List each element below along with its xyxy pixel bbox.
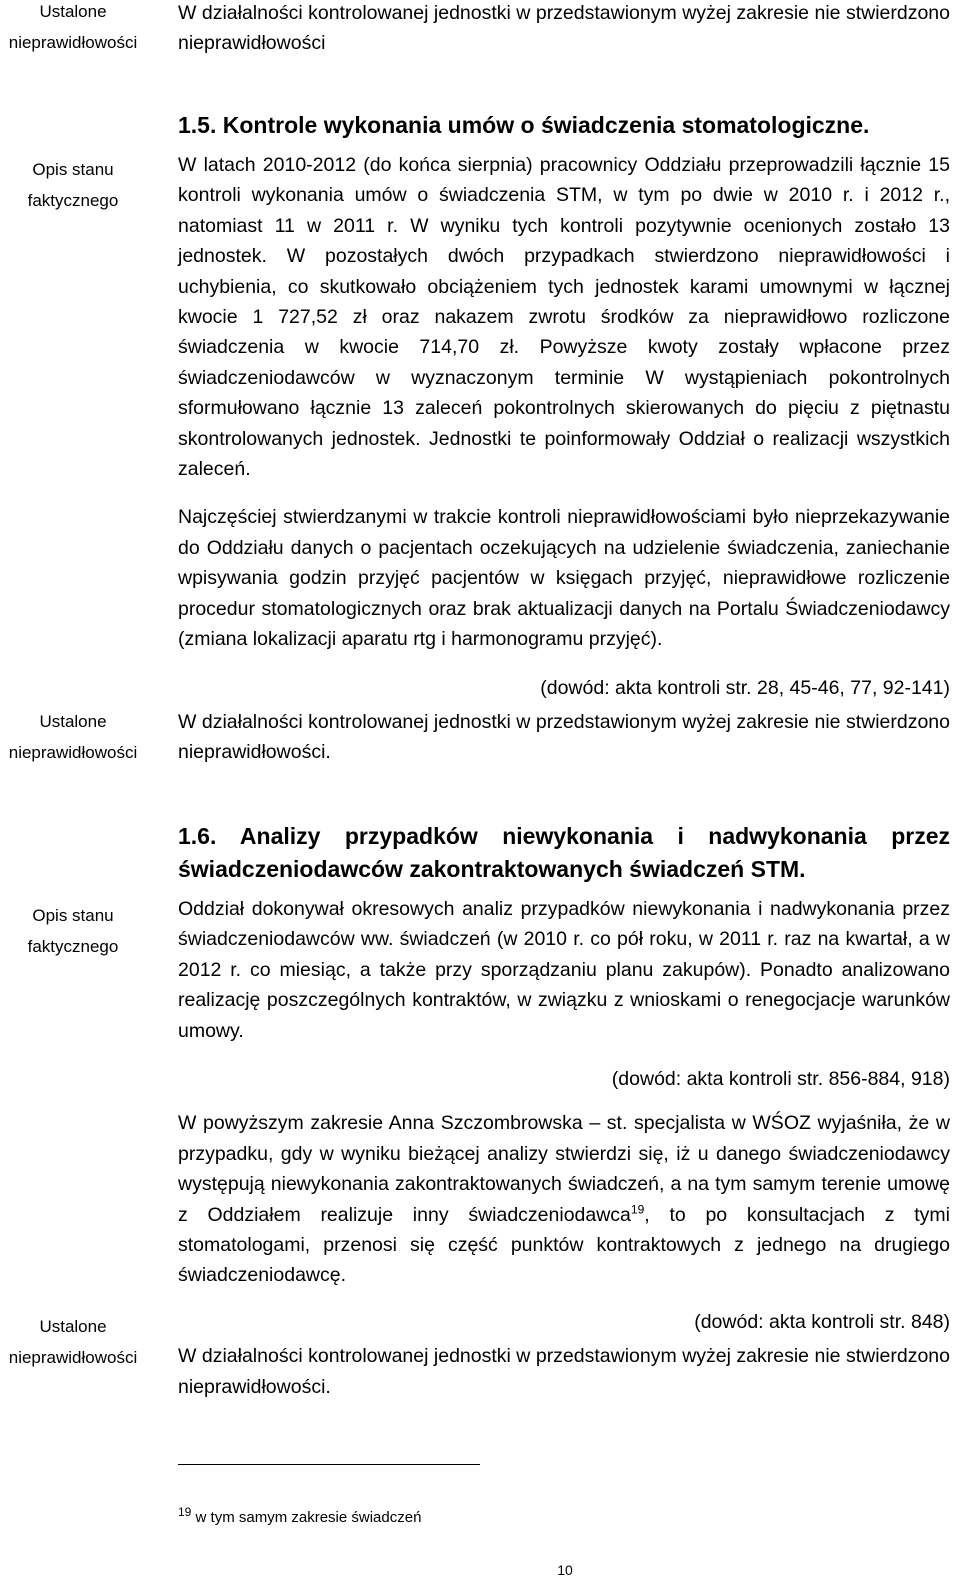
evidence-reference: (dowód: akta kontroli str. 848)	[694, 1310, 950, 1333]
footnote	[178, 1505, 422, 1528]
finding-paragraph: W działalności kontrolowanej jednostki w przedstawionym wyżej zakresie nie stwierdzono nieprawidłowości	[178, 2, 950, 55]
margin-note-facts-2	[0, 900, 146, 962]
section-1-6	[178, 820, 950, 1402]
evidence-reference: (dowód: akta kontroli str. 856-884, 918)	[611, 1068, 950, 1091]
section-heading: 1.5. Kontrole wykonania umów o świadczenia stomatologiczne.	[178, 112, 870, 138]
footnote-reference[interactable]: 19	[630, 1202, 645, 1217]
margin-note-line: faktycznego	[27, 191, 119, 210]
footnote-separator	[178, 1464, 480, 1465]
paragraph-text: W powyższym zakresie Anna Szczombrowska – st. specjalista w WŚOZ wyjaśniła, że w przypadku, gdy w wyniku bieżącej analizy stwierdzi się, iż u danego świadczeniodawcy występują niewykonania zakontraktowanych świadczeń, a na tym samym terenie umowę z Oddziałem realizuje inny świadczeniodawca	[178, 1112, 950, 1226]
margin-note-findings-3	[0, 1311, 146, 1373]
page-number: 10	[557, 1562, 573, 1578]
margin-note-line: Opis stanu	[32, 906, 114, 925]
footnote-text: w tym samym zakresie świadczeń	[191, 1509, 422, 1526]
margin-note-findings-2	[0, 706, 146, 768]
margin-note-facts-1	[0, 154, 146, 216]
margin-note-line: nieprawidłowości	[8, 743, 138, 762]
top-findings-block	[178, 0, 950, 59]
body-paragraph: Oddział dokonywał okresowych analiz przypadków niewykonania i nadwykonania przez świadczeniodawców ww. świadczeń (w 2010 r. co pół roku, w 2011 r. raz na kwartał, a w 2012 r. co miesiąc, a także przy sporządzaniu planu zakupów). Ponadto analizowano realizację poszczególnych kontraktów, w związku z wnioskami o renegocjacje warunków umowy.	[178, 898, 950, 1042]
margin-note-line: Ustalone	[39, 712, 107, 731]
margin-note-line: Opis stanu	[32, 160, 114, 179]
body-paragraph: Najczęściej stwierdzanymi w trakcie kontroli nieprawidłowościami było nieprzekazywanie do Oddziału danych o pacjentach oczekujących na udzielenie świadczenia, zaniechanie wpisywania godzin przyjęć pacjentów w księgach przyjęć, nieprawidłowe rozliczenie procedur stomatologicznych oraz brak aktualizacji danych na Portalu Świadczeniodawcy (zmiana lokalizacji aparatu rtg i harmonogramu przyjęć).	[178, 506, 950, 651]
margin-note-line: Ustalone	[39, 2, 107, 21]
margin-note-line: nieprawidłowości	[8, 33, 138, 52]
margin-note-findings-1	[0, 0, 146, 58]
margin-note-line: Ustalone	[39, 1317, 107, 1336]
finding-paragraph: W działalności kontrolowanej jednostki w przedstawionym wyżej zakresie nie stwierdzono nieprawidłowości.	[178, 1345, 950, 1398]
margin-note-line: faktycznego	[27, 937, 119, 956]
finding-paragraph: W działalności kontrolowanej jednostki w przedstawionym wyżej zakresie nie stwierdzono nieprawidłowości.	[178, 710, 950, 764]
section-heading: 1.6. Analizy przypadków niewykonania i nadwykonania przez świadczeniodawców zakontraktowanych świadczeń STM.	[178, 823, 950, 882]
body-paragraph: W latach 2010-2012 (do końca sierpnia) pracownicy Oddziału przeprowadzili łącznie 15 kontroli wykonania umów o świadczenia STM, w tym po dwie w 2010 r. i 2012 r., natomiast 11 w 2011 r. W wyniku tych kontroli pozytywnie ocenionych zostało 13 jednostek. W pozostałych dwóch przypadkach stwierdzono nieprawidłowości i uchybienia, co skutkowało obciążeniem tych jednostek karami umownymi w łącznej kwocie 1 727,52 zł oraz nakazem zwrotu środków za nieprawidłowo rozliczone świadczenia w kwocie 714,70 zł. Powyższe kwoty zostały wpłacone przez świadczeniodawców w wyznaczonym terminie W wystąpieniach pokontrolnych sformułowano łącznie 13 zaleceń pokontrolnych skierowanych do pięciu z piętnastu skontrolowanych jednostek. Jednostki te poinformowały Oddział o realizacji wszystkich zaleceń.	[178, 154, 950, 481]
section-1-5	[178, 109, 950, 768]
paragraph-text: , to po konsultacjach z tymi stomatologami, przenosi się część punktów kontraktowych z jednego na drugiego świadczeniodawcę.	[178, 1203, 951, 1287]
evidence-reference: (dowód: akta kontroli str. 28, 45-46, 77, 92-141)	[540, 676, 950, 699]
margin-note-line: nieprawidłowości	[8, 1348, 138, 1367]
body-paragraph	[178, 1108, 950, 1290]
footnote-number: 19	[178, 1505, 192, 1519]
